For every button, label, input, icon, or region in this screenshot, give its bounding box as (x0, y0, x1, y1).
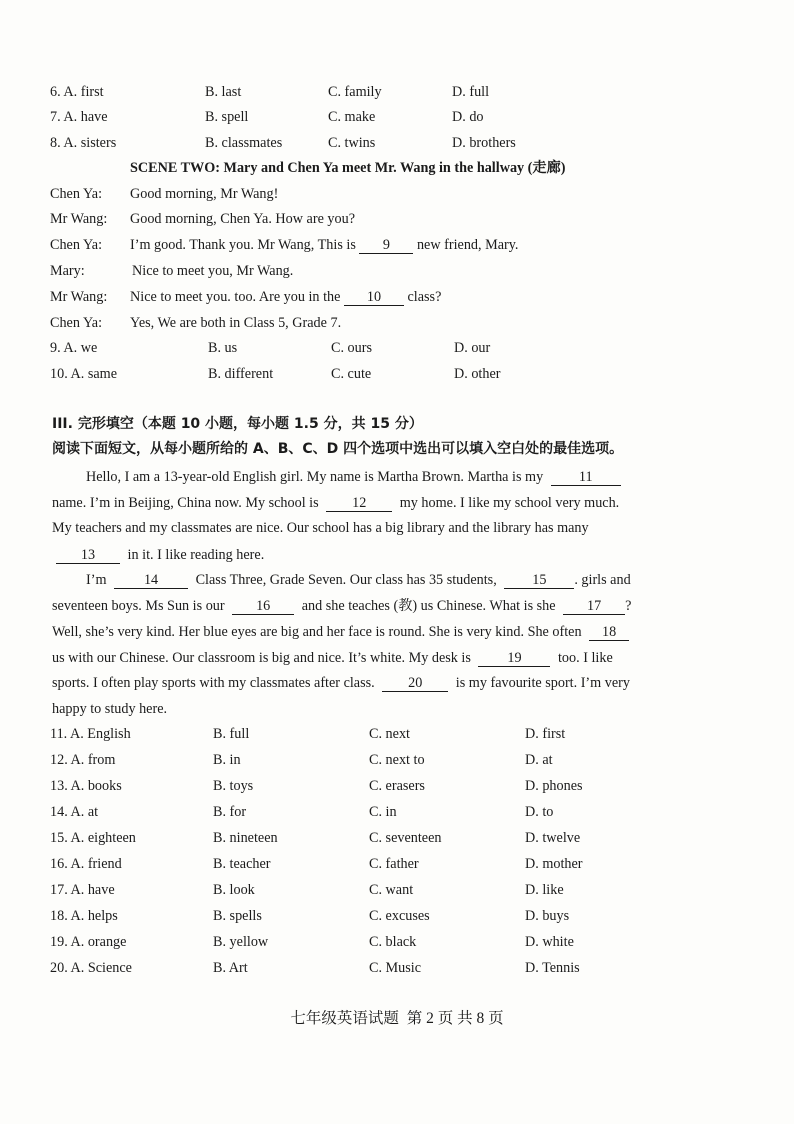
dialogue-text-post: new friend, Mary. (416, 237, 519, 253)
option-d: D. like (525, 882, 564, 898)
dialogue-text-pre: Nice to meet you. too. Are you in the (130, 289, 341, 305)
option-b: B. toys (213, 778, 254, 794)
passage-line (86, 466, 621, 488)
dialogue-text: Yes, We are both in Class 5, Grade 7. (130, 315, 342, 331)
passage-text: I’m (86, 572, 107, 588)
option-c: C. Music (369, 960, 422, 976)
dialogue-text: Nice to meet you, Mr Wang. (132, 263, 294, 279)
option-b: B. Art (213, 960, 248, 976)
option-d: D. our (454, 340, 491, 356)
passage-text: Class Three, Grade Seven. Our class has 35 students, (195, 572, 497, 588)
option-b: B. spell (205, 109, 249, 125)
dialogue-text: Good morning, Mr Wang! (130, 186, 279, 202)
option-d: D. twelve (525, 830, 581, 846)
option-b: B. different (208, 366, 274, 382)
option-b: B. us (208, 340, 238, 356)
passage-line: My teachers and my classmates are nice. Our school has a big library and the library has many (52, 520, 589, 536)
blank-18[interactable]: 18 (589, 624, 629, 641)
dialogue-text (130, 286, 441, 308)
option-a: 14. A. at (50, 804, 99, 820)
passage-text: my home. I like my school very much. (399, 495, 620, 511)
blank-12[interactable]: 12 (326, 495, 392, 512)
option-d: D. do (452, 109, 484, 125)
option-a: 18. A. helps (50, 908, 118, 924)
option-a: 13. A. books (50, 778, 122, 794)
passage-text: seventeen boys. Ms Sun is our (52, 598, 225, 614)
speaker: Mary: (50, 263, 85, 279)
footer-subject: 七年级英语试题 (290, 1010, 399, 1027)
option-d: D. white (525, 934, 574, 950)
option-c: C. seventeen (369, 830, 442, 846)
option-c: C. ours (331, 340, 372, 356)
option-a: 17. A. have (50, 882, 115, 898)
option-a: 6. A. first (50, 84, 104, 100)
option-c: C. father (369, 856, 419, 872)
option-b: B. yellow (213, 934, 269, 950)
section-instruction: 阅读下面短文，从每小题所给的 A、B、C、D 四个选项中选出可以填入空白处的最佳选项。 (52, 441, 624, 457)
option-a: 20. A. Science (50, 960, 132, 976)
passage-text: and she teaches (教) us Chinese. What is she (301, 598, 556, 614)
blank-19[interactable]: 19 (478, 650, 550, 667)
option-c: C. want (369, 882, 414, 898)
passage-text: sports. I often play sports with my classmates after class. (52, 675, 375, 691)
option-c: C. excuses (369, 908, 430, 924)
passage-line (52, 621, 629, 643)
dialogue-text: Good morning, Chen Ya. How are you? (130, 211, 356, 227)
option-d: D. other (454, 366, 501, 382)
dialogue-text-post: class? (407, 289, 442, 305)
option-a: 11. A. English (50, 726, 131, 742)
section-title: III. 完形填空（本题 10 小题，每小题 1.5 分，共 15 分） (52, 416, 423, 432)
passage-text: ? (625, 598, 632, 614)
passage-line (52, 595, 631, 617)
option-b: B. nineteen (213, 830, 278, 846)
option-d: D. buys (525, 908, 570, 924)
option-a: 19. A. orange (50, 934, 127, 950)
passage-line: happy to study here. (52, 701, 168, 717)
passage-text: in it. I like reading here. (127, 547, 265, 563)
option-d: D. at (525, 752, 553, 768)
footer-page: 第 2 页 共 8 页 (406, 1010, 504, 1027)
option-d: D. Tennis (525, 960, 580, 976)
passage-line (86, 569, 631, 591)
speaker: Chen Ya: (50, 237, 103, 253)
option-b: B. classmates (205, 135, 283, 151)
option-d: D. brothers (452, 135, 516, 151)
option-c: C. cute (331, 366, 372, 382)
option-c: C. twins (328, 135, 376, 151)
blank-11[interactable]: 11 (551, 469, 621, 486)
passage-line (52, 492, 619, 514)
passage-line (52, 647, 613, 669)
speaker: Mr Wang: (50, 289, 108, 305)
option-a: 8. A. sisters (50, 135, 117, 151)
speaker: Chen Ya: (50, 186, 103, 202)
option-b: B. for (213, 804, 247, 820)
option-c: C. next (369, 726, 410, 742)
passage-text: us with our Chinese. Our classroom is big and nice. It’s white. My desk is (52, 650, 471, 666)
option-d: D. to (525, 804, 554, 820)
option-d: D. phones (525, 778, 583, 794)
option-b: B. in (213, 752, 241, 768)
option-c: C. make (328, 109, 376, 125)
blank-16[interactable]: 16 (232, 598, 294, 615)
passage-text: name. I’m in Beijing, China now. My school is (52, 495, 319, 511)
option-a: 9. A. we (50, 340, 98, 356)
passage-text: Hello, I am a 13-year-old English girl. My name is Martha Brown. Martha is my (86, 469, 544, 485)
option-c: C. black (369, 934, 417, 950)
passage-line (56, 544, 264, 566)
option-c: C. erasers (369, 778, 425, 794)
passage-text: Well, she’s very kind. Her blue eyes are big and her face is round. She is very kind. She often (52, 624, 582, 640)
page-footer (0, 1008, 794, 1030)
option-d: D. full (452, 84, 490, 100)
option-a: 10. A. same (50, 366, 117, 382)
speaker: Chen Ya: (50, 315, 103, 331)
option-c: C. in (369, 804, 397, 820)
option-a: 12. A. from (50, 752, 116, 768)
blank-17[interactable]: 17 (563, 598, 625, 615)
blank-14[interactable]: 14 (114, 572, 188, 589)
option-d: D. mother (525, 856, 583, 872)
option-a: 16. A. friend (50, 856, 122, 872)
speaker: Mr Wang: (50, 211, 108, 227)
dialogue-text (130, 234, 518, 256)
option-b: B. full (213, 726, 250, 742)
passage-text: is my favourite sport. I’m very (455, 675, 630, 691)
option-d: D. first (525, 726, 566, 742)
scene-title: SCENE TWO: Mary and Chen Ya meet Mr. Wang in the hallway (走廊) (130, 160, 566, 176)
option-b: B. last (205, 84, 242, 100)
dialogue-text-pre: I’m good. Thank you. Mr Wang, This is (130, 237, 356, 253)
option-c: C. family (328, 84, 382, 100)
option-b: B. look (213, 882, 255, 898)
option-b: B. teacher (213, 856, 271, 872)
passage-text: too. I like (557, 650, 613, 666)
blank-13[interactable]: 13 (56, 547, 120, 564)
blank-10[interactable]: 10 (344, 289, 404, 306)
option-a: 15. A. eighteen (50, 830, 136, 846)
option-c: C. next to (369, 752, 425, 768)
option-a: 7. A. have (50, 109, 108, 125)
blank-15[interactable]: 15 (504, 572, 574, 589)
blank-20[interactable]: 20 (382, 675, 448, 692)
passage-text: . girls and (574, 572, 631, 588)
blank-9[interactable]: 9 (359, 237, 413, 254)
option-b: B. spells (213, 908, 262, 924)
passage-line (52, 672, 630, 694)
